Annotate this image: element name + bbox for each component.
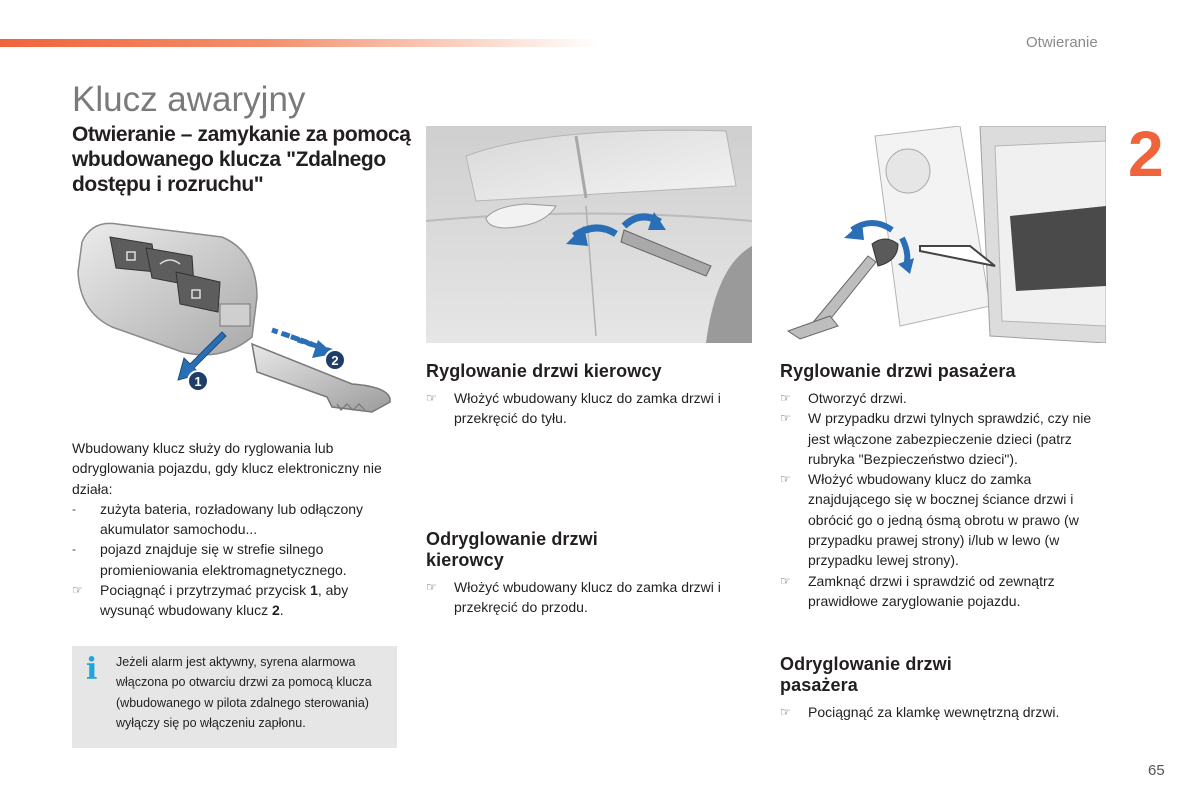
dash-marker: - (72, 501, 76, 516)
passenger-unlock-heading: Odryglowanie drzwi pasażera (780, 654, 952, 695)
key-fob-body (78, 223, 257, 354)
driver-unlock-list (426, 577, 751, 618)
info-icon: i (86, 652, 98, 687)
callout-1: 1 (194, 374, 202, 389)
header-accent-bar (0, 39, 600, 47)
list-item: ☞ W przypadku drzwi tylnych sprawdzić, czy nie jest włączone zabezpieczenie dzieci (patrz rubryka "Bezpieczeństwo dzieci"). (780, 410, 1092, 467)
list-item: ☞ Zamknąć drzwi i sprawdzić od zewnątrz prawidłowe zaryglowanie pojazdu. (780, 572, 1055, 609)
step-marker-icon: ☞ (72, 583, 83, 598)
list-item-step: ☞ Pociągnąć i przytrzymać przycisk 1, aby wysunąć wbudowany klucz 2. (72, 582, 349, 619)
chapter-number: 2 (1128, 118, 1164, 190)
list-item: ☞ Otworzyć drzwi. (780, 388, 1105, 408)
key-fob-illustration (72, 212, 402, 427)
callout-2: 2 (331, 353, 339, 368)
step-marker-icon: ☞ (426, 391, 437, 405)
driver-unlock-heading: Odryglowanie drzwi kierowcy (426, 529, 598, 570)
page-number: 65 (1148, 762, 1165, 779)
list-item: ☞ Włożyć wbudowany klucz do zamka znajdującego się w bocznej ściance drzwi i obrócić go o jedną ósmą obrotu w prawo (w przypadku prawej strony) i/lub w lewo (w przypadku lewej strony). (780, 471, 1079, 569)
dash-marker: - (72, 542, 76, 557)
step-marker-icon: ☞ (426, 580, 437, 594)
info-box (72, 646, 397, 748)
passenger-door-illustration (780, 126, 1106, 343)
list-item: - zużyta bateria, rozładowany lub odłączony akumulator samochodu... (72, 500, 364, 538)
step-marker-icon: ☞ (780, 705, 791, 719)
driver-lock-heading: Ryglowanie drzwi kierowcy (426, 361, 662, 381)
list-item: ☞ Włożyć wbudowany klucz do zamka drzwi i przekręcić do przodu. (426, 579, 721, 616)
step-marker-icon: ☞ (780, 411, 791, 426)
passenger-lock-heading: Ryglowanie drzwi pasażera (780, 361, 1016, 381)
page-subtitle: Otwieranie – zamykanie za pomocą wbudowanego klucza "Zdalnego dostępu i rozruchu" (72, 123, 411, 196)
list-item: ☞ Włożyć wbudowany klucz do zamka drzwi i przekręcić do tyłu. (426, 390, 721, 427)
intro-block (72, 438, 397, 621)
step-marker-icon: ☞ (780, 472, 791, 487)
info-text: Jeżeli alarm jest aktywny, syrena alarmowa włączona po otwarciu drzwi za pomocą klucza (wbudowanego w pilota zdalnego sterowania) wyłączy się po włączeniu zapłonu. (116, 655, 372, 730)
driver-door-illustration (426, 126, 752, 343)
passenger-unlock-list (780, 702, 1105, 722)
intro-list (72, 499, 397, 621)
step-marker-icon: ☞ (780, 573, 791, 588)
list-item: - pojazd znajduje się w strefie silnego promieniowania elektromagnetycznego. (72, 541, 347, 578)
intro-text: Wbudowany klucz służy do ryglowania lub odryglowania pojazdu, gdy klucz elektroniczny nie działa: (72, 440, 382, 497)
page-title: Klucz awaryjny (72, 80, 306, 119)
driver-lock-list (426, 388, 751, 429)
passenger-lock-list (780, 388, 1105, 611)
step-marker-icon: ☞ (780, 391, 791, 405)
list-item: ☞ Pociągnąć za klamkę wewnętrzną drzwi. (780, 702, 1105, 722)
section-label: Otwieranie (1026, 34, 1098, 51)
